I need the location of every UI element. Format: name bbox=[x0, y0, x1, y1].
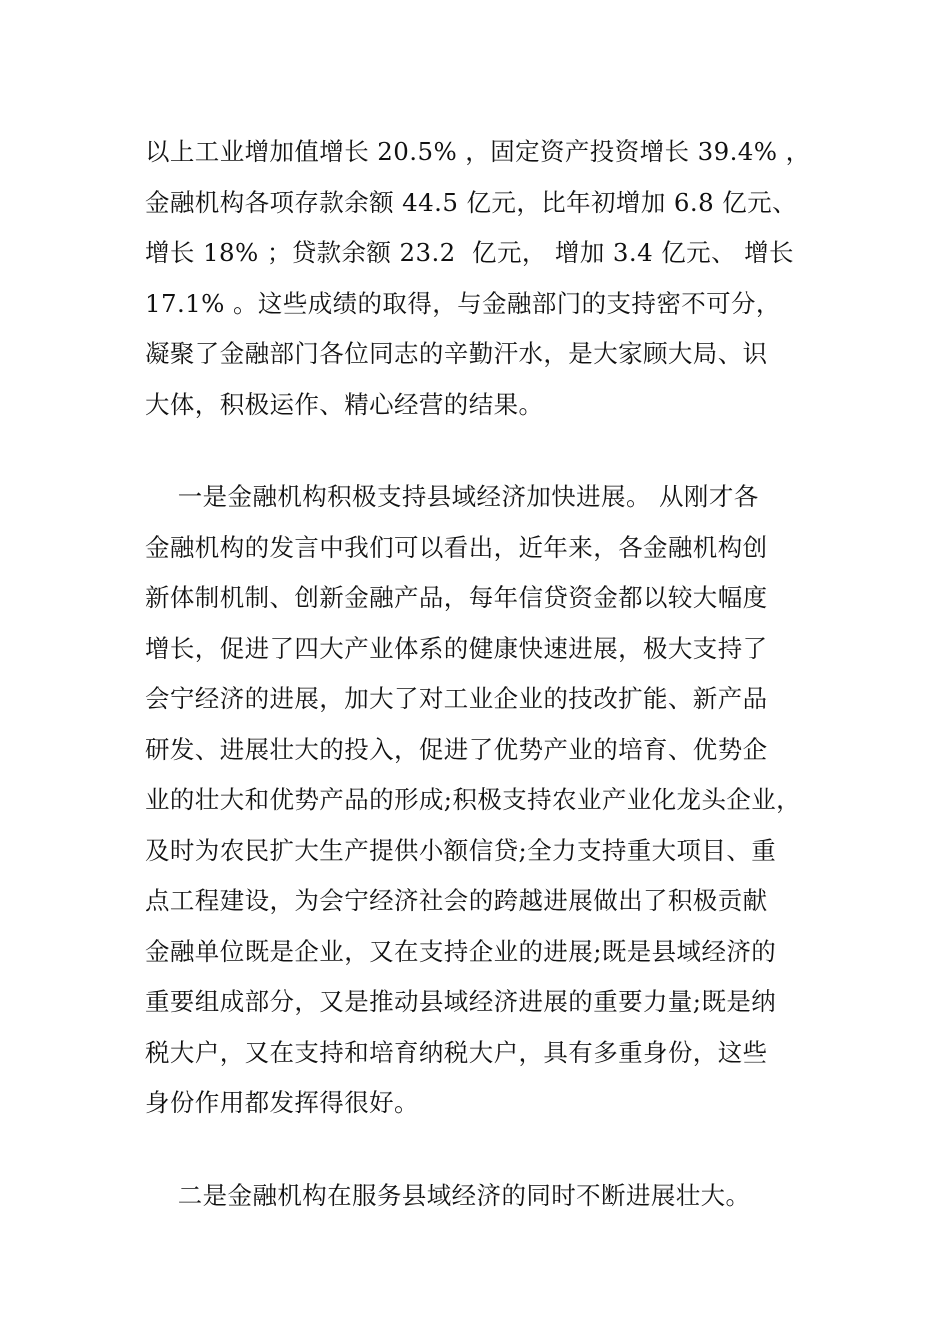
paragraph-economic-results bbox=[145, 127, 815, 430]
text-line: 税大户，又在支持和培育纳税大户，具有多重身份，这些 bbox=[145, 1037, 768, 1067]
paragraph-point-one bbox=[145, 472, 815, 1129]
paragraph-point-two bbox=[145, 1171, 815, 1222]
text-line: 金融机构的发言中我们可以看出，近年来，各金融机构创 bbox=[145, 532, 768, 562]
text-line: 点工程建设，为会宁经济社会的跨越进展做出了积极贡献 bbox=[145, 886, 768, 915]
text-line: 会宁经济的进展，加大了对工业企业的技改扩能、新产品 bbox=[145, 684, 768, 713]
text-line: 一是金融机构积极支持县域经济加快进展。 从刚才各 bbox=[145, 482, 759, 511]
text-line: 业的壮大和优势产品的形成;积极支持农业产业化龙头企业， bbox=[145, 785, 802, 814]
text-line: 凝聚了金融部门各位同志的辛勤汗水，是大家顾大局、识 bbox=[145, 339, 768, 368]
text-line: 及时为农民扩大生产提供小额信贷;全力支持重大项目、重 bbox=[145, 835, 777, 865]
text-line: 新体制机制、创新金融产品，每年信贷资金都以较大幅度 bbox=[145, 583, 768, 612]
text-line: 重要组成部分，又是推动县域经济进展的重要力量;既是纳 bbox=[145, 987, 777, 1016]
text-line: 身份作用都发挥得很好。 bbox=[145, 1088, 419, 1117]
text-line: 以上工业增加值增长 20.5% ，固定资产投资增长 39.4% ， bbox=[145, 137, 811, 166]
text-line: 增长，促进了四大产业体系的健康快速进展，极大支持了 bbox=[145, 633, 768, 663]
text-line: 17.1% 。这些成绩的取得，与金融部门的支持密不可分， bbox=[145, 288, 781, 318]
text-line: 金融单位既是企业，又在支持企业的进展;既是县域经济的 bbox=[145, 936, 777, 966]
text-line: 二是金融机构在服务县域经济的同时不断进展壮大。 bbox=[145, 1181, 751, 1210]
text-line: 增长 18% ；贷款余额 23.2 亿元， 增加 3.4 亿元、 增长 bbox=[145, 238, 794, 267]
text-line: 金融机构各项存款余额 44.5 亿元，比年初增加 6.8 亿元、 bbox=[145, 187, 797, 217]
text-line: 大体，积极运作、精心经营的结果。 bbox=[145, 389, 544, 419]
text-line: 研发、进展壮大的投入，促进了优势产业的培育、优势企 bbox=[145, 734, 768, 764]
